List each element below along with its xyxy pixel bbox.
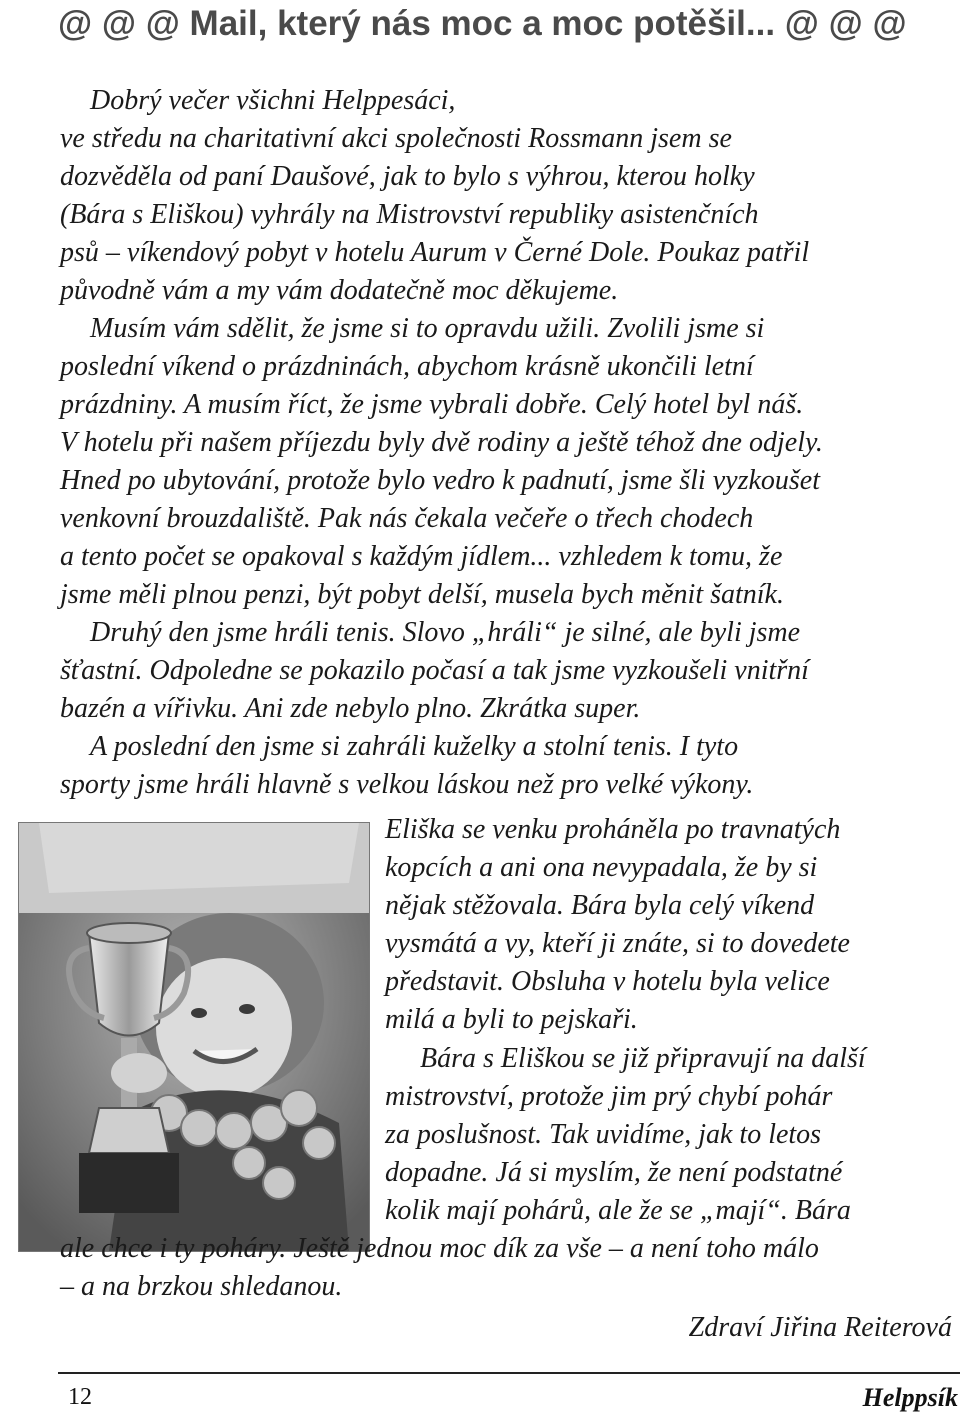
letter-line: bazén a vířivku. Ani zde nebylo plno. Zkrátka super. xyxy=(60,693,641,724)
letter-line: prázdniny. A musím říct, že jsme vybrali dobře. Celý hotel byl náš. xyxy=(60,389,804,420)
letter-line: dozvěděla od paní Daušové, jak to bylo s výhrou, kterou holky xyxy=(60,161,755,192)
letter-line: mistrovství, protože jim prý chybí pohár xyxy=(385,1081,833,1112)
footer-divider xyxy=(58,1372,960,1374)
letter-line: venkovní brouzdaliště. Pak nás čekala večeře o třech chodech xyxy=(60,503,754,534)
letter-line: – a na brzkou shledanou. xyxy=(60,1271,343,1302)
letter-line: šťastní. Odpoledne se pokazilo počasí a tak jsme vyzkoušeli vnitřní xyxy=(60,655,809,686)
letter-line: Eliška se venku proháněla po travnatých xyxy=(385,814,841,845)
letter-line: milá a byli to pejskaři. xyxy=(385,1004,638,1035)
letter-line: dopadne. Já si myslím, že není podstatné xyxy=(385,1157,843,1188)
letter-line: za poslušnost. Tak uvidíme, jak to letos xyxy=(385,1119,822,1150)
letter-line: kopcích a ani ona nevypadala, že by si xyxy=(385,852,818,883)
letter-line: Druhý den jsme hráli tenis. Slovo „hráli“ je silné, ale byli jsme xyxy=(90,617,801,648)
letter-line: kolik mají pohárů, ale že se „mají“. Bára xyxy=(385,1195,851,1226)
letter-line: sporty jsme hráli hlavně s velkou láskou než pro velké výkony. xyxy=(60,769,754,800)
letter-line: nějak stěžovala. Bára byla celý víkend xyxy=(385,890,815,921)
letter-line: vysmátá a vy, kteří ji znáte, si to dovedete xyxy=(385,928,850,959)
letter-line: představit. Obsluha v hotelu byla velice xyxy=(385,966,830,997)
letter-line: ve středu na charitativní akci společnosti Rossmann jsem se xyxy=(60,123,732,154)
letter-line: a tento počet se opakoval s každým jídlem... vzhledem k tomu, že xyxy=(60,541,783,572)
letter-line: A poslední den jsme si zahráli kuželky a stolní tenis. I tyto xyxy=(90,731,739,762)
signature: Zdraví Jiřina Reiterová xyxy=(688,1312,952,1343)
photo-image xyxy=(19,823,369,1251)
page-number: 12 xyxy=(68,1384,92,1410)
letter-line: Dobrý večer všichni Helppesáci, xyxy=(90,85,456,116)
letter-line: původně vám a my vám dodatečně moc děkujeme. xyxy=(60,275,619,306)
letter-line: Bára s Eliškou se již připravují na další xyxy=(420,1043,866,1074)
letter-line: (Bára s Eliškou) vyhrály na Mistrovství republiky asistenčních xyxy=(60,199,759,230)
letter-line: Hned po ubytování, protože bylo vedro k padnutí, jsme šli vyzkoušet xyxy=(60,465,820,496)
letter-line: ale chce i ty poháry. Ještě jednou moc dík za vše – a není toho málo xyxy=(60,1233,819,1264)
letter-line: Musím vám sdělit, že jsme si to opravdu užili. Zvolili jsme si xyxy=(90,313,765,344)
letter-line: jsme měli plnou penzi, být pobyt delší, musela bych měnit šatník. xyxy=(60,579,784,610)
magazine-name: Helppsík xyxy=(862,1383,958,1412)
letter-line: V hotelu při našem příjezdu byly dvě rodiny a ještě téhož dne odjely. xyxy=(60,427,823,458)
letter-line: poslední víkend o prázdninách, abychom krásně ukončili letní xyxy=(60,351,754,382)
photo-girl-with-trophy xyxy=(18,822,370,1252)
letter-line: psů – víkendový pobyt v hotelu Aurum v Černé Dole. Poukaz patřil xyxy=(60,237,810,268)
page-title: @ @ @ Mail, který nás moc a moc potěšil... @ @ @ xyxy=(58,4,907,43)
